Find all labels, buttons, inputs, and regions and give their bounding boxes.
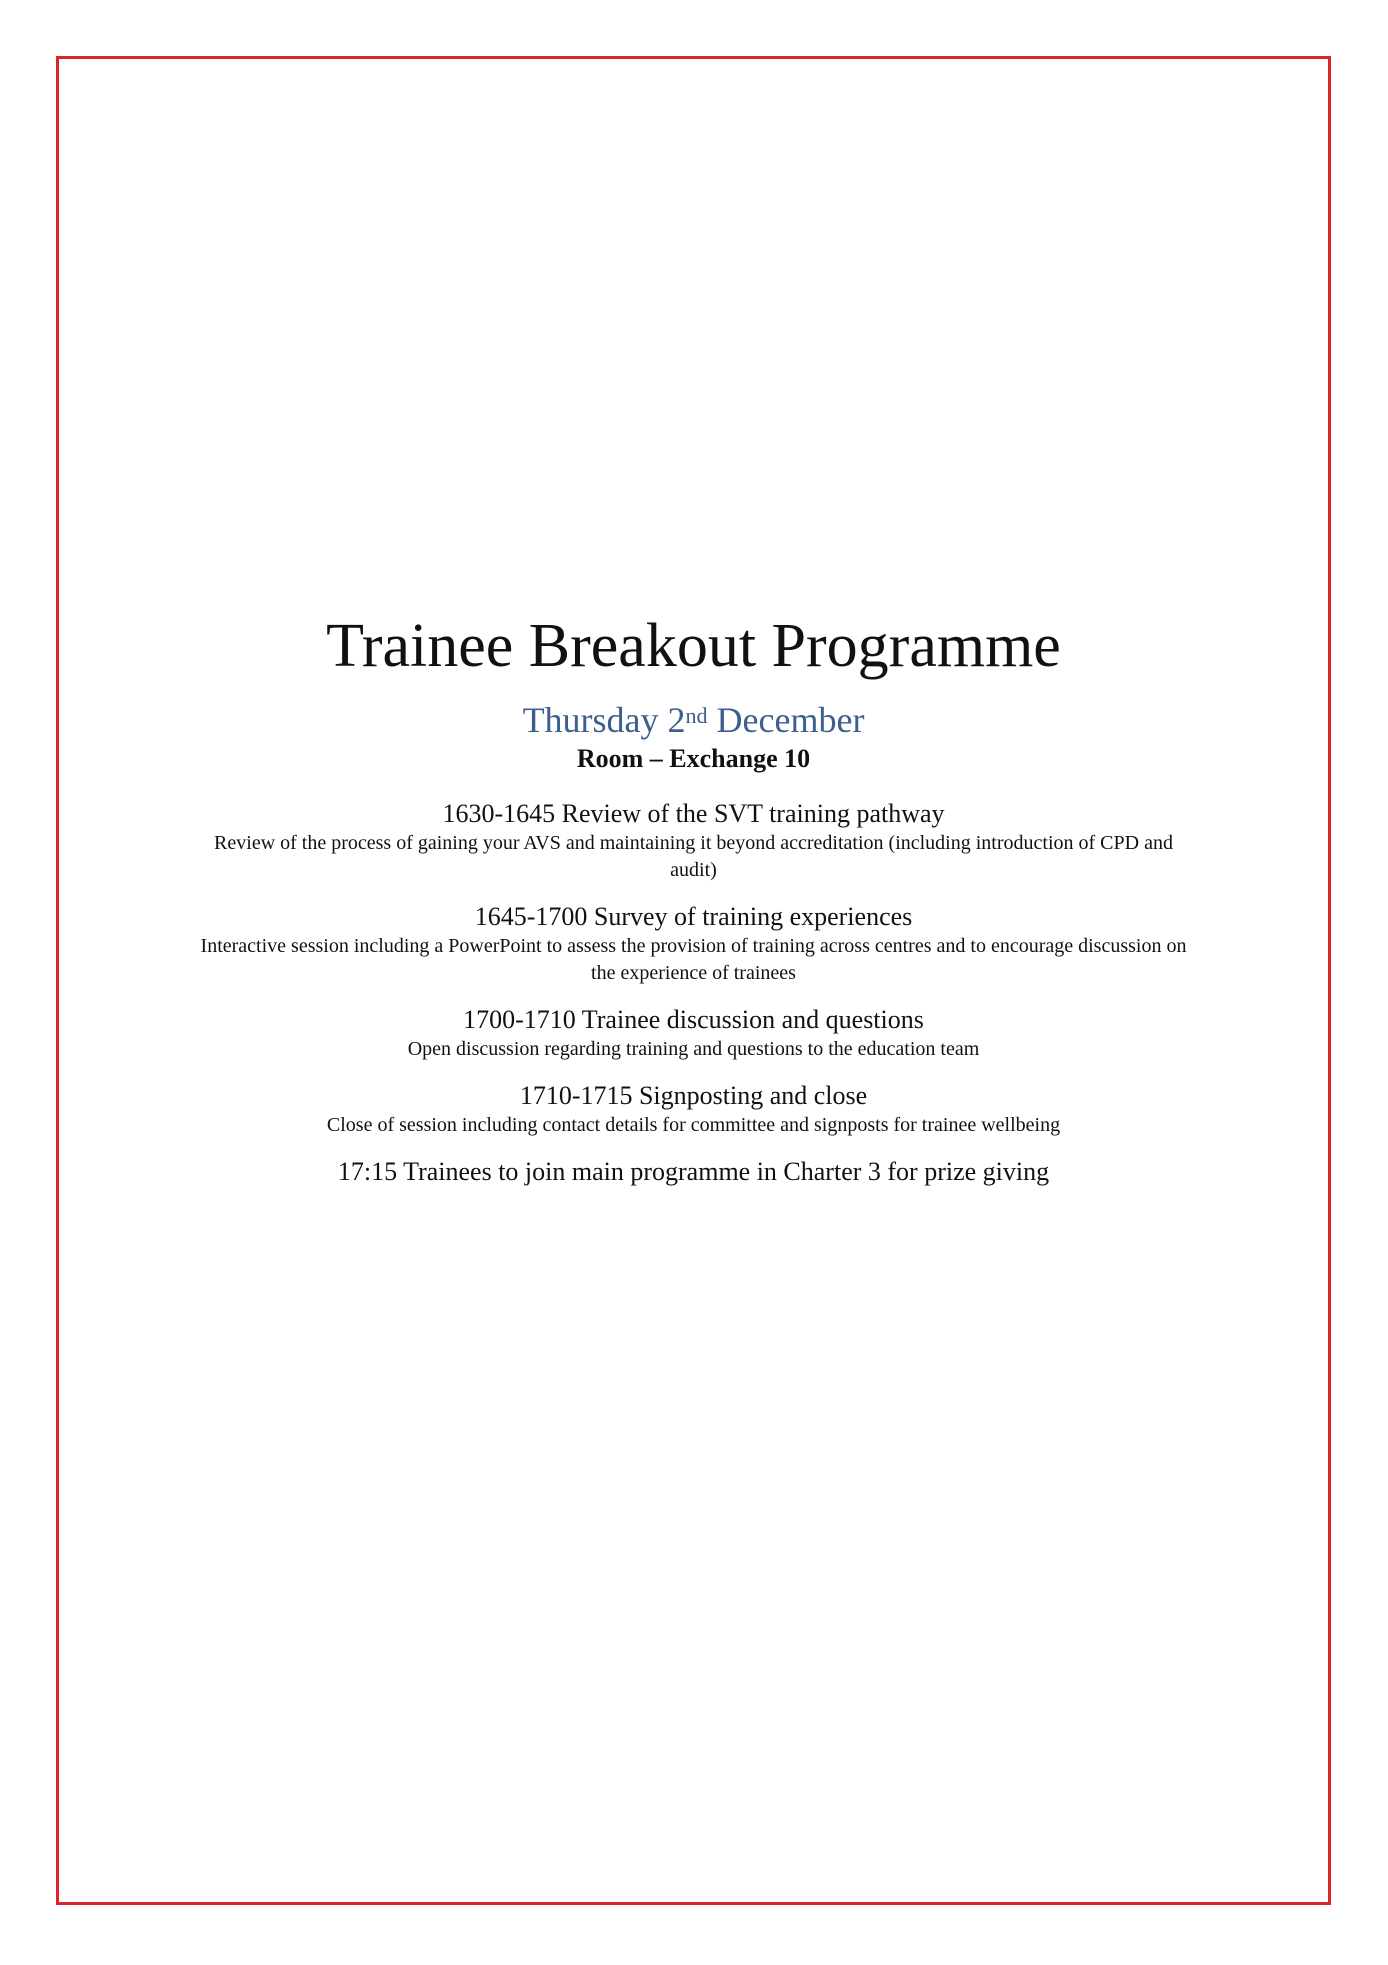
session-description: Close of session including contact details for committee and signposts for trainee wellbeing: [326, 1114, 1061, 1136]
session-title: 1700-1710 Trainee discussion and questions: [463, 1005, 924, 1034]
date-suffix: nd: [685, 703, 708, 728]
closing-note: 17:15 Trainees to join main programme in Charter 3 for prize giving: [337, 1157, 1050, 1186]
session-item: [56, 1080, 1331, 1139]
session-title: 1710-1715 Signposting and close: [519, 1081, 868, 1110]
page-title: Trainee Breakout Programme: [326, 612, 1061, 680]
session-description: Interactive session including a PowerPoint to assess the provision of training across centres and to encourage discussion on the experience of trainees: [200, 935, 1187, 984]
programme-content: [56, 608, 1331, 1188]
date-weekday: Thursday: [522, 700, 659, 740]
session-title: 1645-1700 Survey of training experiences: [474, 902, 913, 931]
date-month: December: [716, 700, 865, 740]
event-date: [56, 698, 1331, 742]
session-description: Review of the process of gaining your AVS and maintaining it beyond accreditation (including introduction of CPD and audit): [214, 832, 1173, 881]
session-item: [56, 798, 1331, 884]
session-item: [56, 1004, 1331, 1063]
room-label: Room – Exchange 10: [576, 744, 811, 773]
session-description: Open discussion regarding training and questions to the education team: [407, 1038, 980, 1060]
session-item: [56, 901, 1331, 987]
session-title: 1630-1645 Review of the SVT training pathway: [442, 799, 945, 828]
date-day: 2: [667, 700, 686, 740]
session-list: [56, 798, 1331, 1139]
